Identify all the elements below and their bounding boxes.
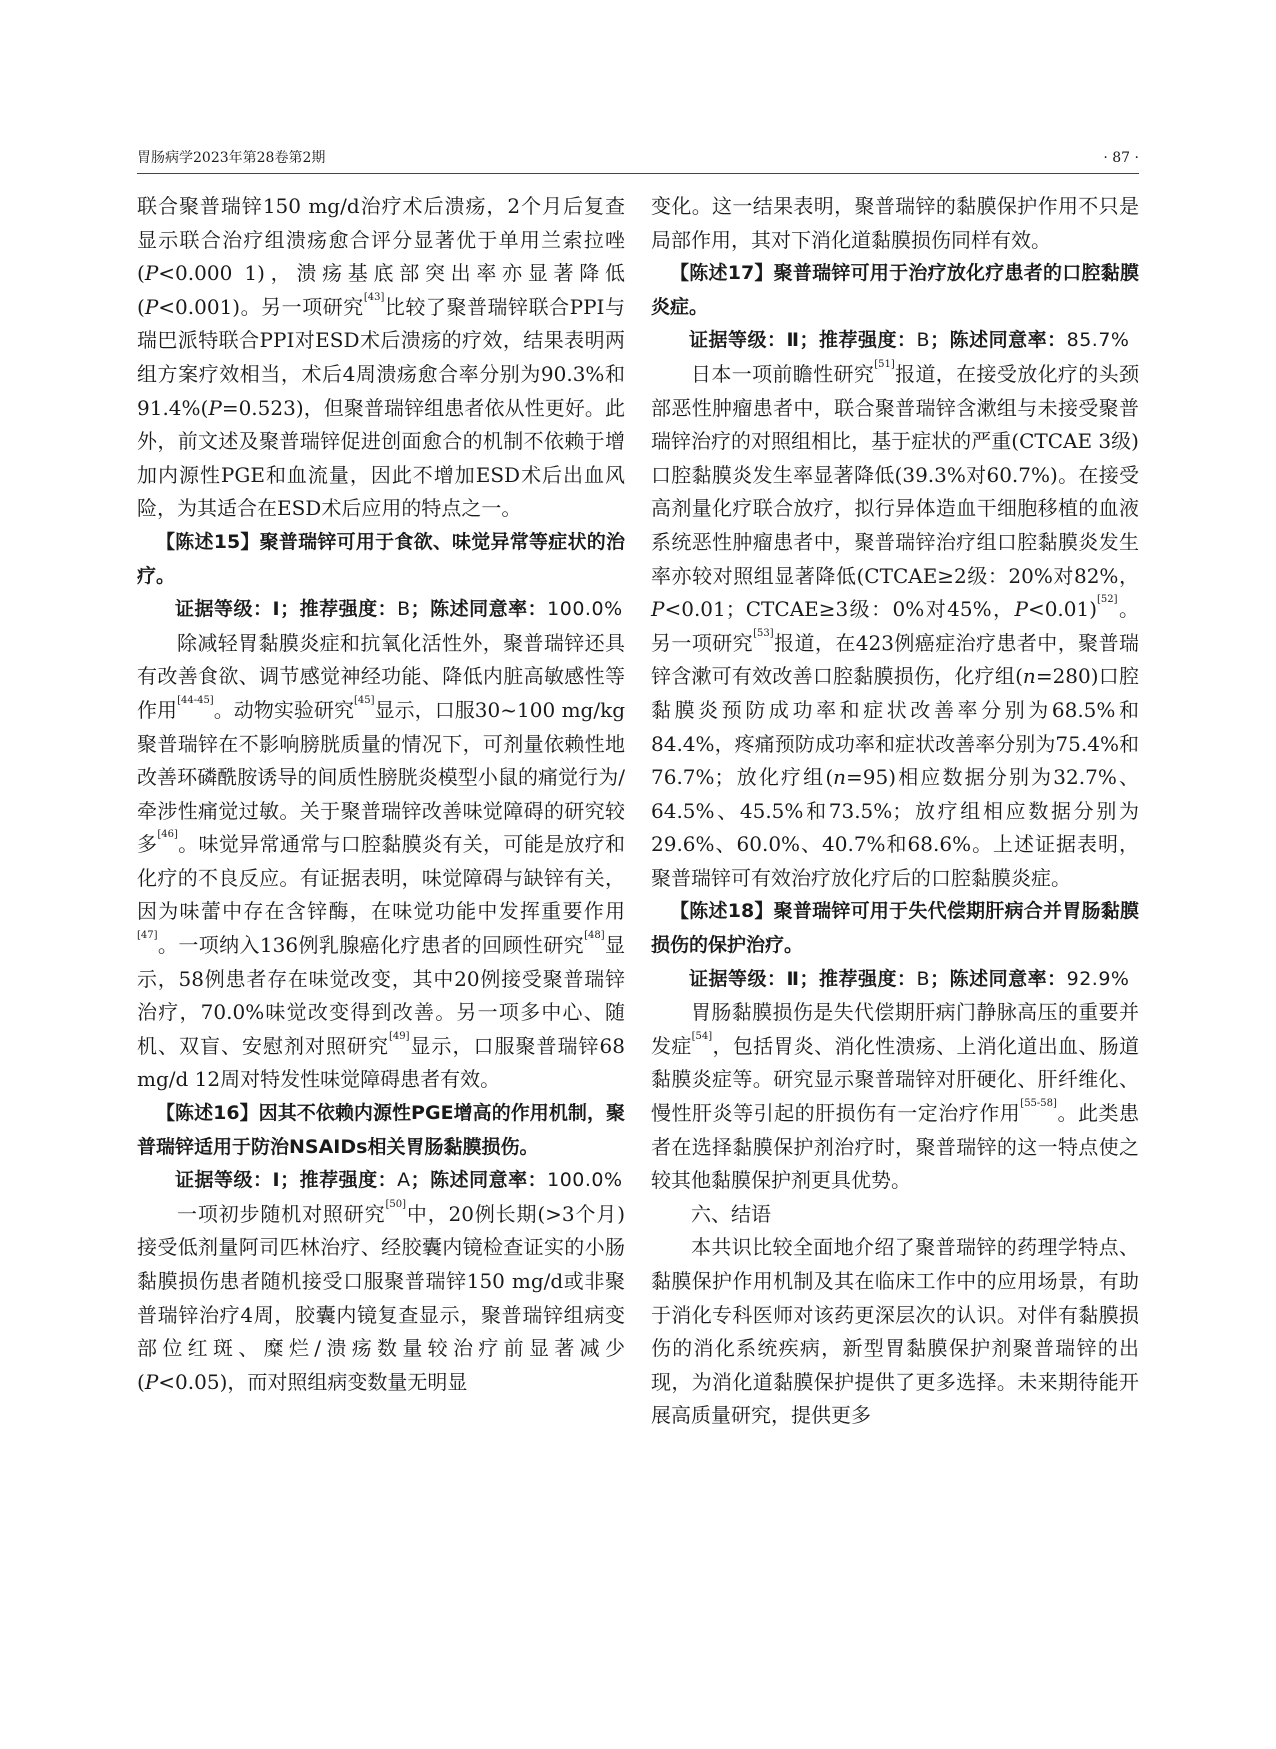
left-column bbox=[137, 190, 625, 1399]
section-heading: 六、结语 bbox=[691, 1201, 771, 1226]
evidence-line-15: 证据等级：Ⅰ；推荐强度：B；陈述同意率：100.0% bbox=[175, 598, 623, 621]
citation: [46] bbox=[157, 829, 178, 841]
paragraph: 联合聚普瑞锌150 mg/d治疗术后溃疡，2个月后复查显示联合治疗组溃疡愈合评分显著优于单用兰索拉唑(P<0.000 1)，溃疡基底部突出率亦显著降低(P<0.001)。另一项研究[43]比较了聚普瑞锌联合PPI与瑞巴派特联合PPI对ESD术后溃疡的疗效，结果表明两组方案疗效相当，术后4周溃疡愈合率分别为90.3%和91.4%(P=0.523)，但聚普瑞锌组患者依从性更好。此外，前文述及聚普瑞锌促进创面愈合的机制不依赖于增加内源性PGE和血流量，因此不增加ESD术后出血风险，为其适合在ESD术后应用的特点之一。 bbox=[137, 194, 625, 521]
citation: [45] bbox=[354, 694, 375, 706]
citation: [54] bbox=[691, 1030, 713, 1042]
citation: [50] bbox=[385, 1198, 406, 1210]
page-number: · 87 · bbox=[1103, 150, 1139, 166]
paragraph: 一项初步随机对照研究[50]中，20例长期(>3个月)接受低剂量阿司匹林治疗、经胶囊内镜检查证实的小肠黏膜损伤患者随机接受口服聚普瑞锌150 mg/d或非聚普瑞锌治疗4周，胶囊内镜复查显示，聚普瑞锌组病变部位红斑、糜烂/溃疡数量较治疗前显著减少(P<0.05)，而对照组病变数量无明显 bbox=[137, 1198, 625, 1394]
evidence-line-16: 证据等级：Ⅰ；推荐强度：A；陈述同意率：100.0% bbox=[175, 1169, 623, 1192]
citation: [53] bbox=[753, 627, 774, 639]
evidence-line-18: 证据等级：Ⅱ；推荐强度：B；陈述同意率：92.9% bbox=[689, 967, 1130, 990]
paragraph: 除减轻胃黏膜炎症和抗氧化活性外，聚普瑞锌还具有改善食欲、调节感觉神经功能、降低内脏高敏感性等作用[44-45]。动物实验研究[45]显示，口服30~100 mg/kg聚普瑞锌在不影响膀胱质量的情况下，可剂量依赖性地改善环磷酰胺诱导的间质性膀胱炎模型小鼠的痛觉行为/牵涉性痛觉过敏。关于聚普瑞锌改善味觉障碍的研究较多[46]。味觉异常通常与口腔黏膜炎有关，可能是放疗和化疗的不良反应。有证据表明，味觉障碍与缺锌有关，因为味蕾中存在含锌酶，在味觉功能中发挥重要作用[47]。一项纳入136例乳腺癌化疗患者的回顾性研究[48]显示，58例患者存在味觉改变，其中20例接受聚普瑞锌治疗，70.0%味觉改变得到改善。另一项多中心、随机、双盲、安慰剂对照研究[49]显示，口服聚普瑞锌68 mg/d 12周对特发性味觉障碍患者有效。 bbox=[137, 630, 626, 1092]
citation: [52] bbox=[1097, 594, 1118, 606]
statement-16: 【陈述16】因其不依赖内源性PGE增高的作用机制，聚普瑞锌适用于防治NSAIDs相关胃肠黏膜损伤。 bbox=[137, 1102, 625, 1158]
citation: [55-58] bbox=[1020, 1098, 1057, 1110]
statement-17: 【陈述17】聚普瑞锌可用于治疗放化疗患者的口腔黏膜炎症。 bbox=[651, 262, 1139, 318]
evidence-line-17: 证据等级：Ⅱ；推荐强度：B；陈述同意率：85.7% bbox=[689, 329, 1130, 352]
paragraph: 胃肠黏膜损伤是失代偿期肝病门静脉高压的重要并发症[54]，包括胃炎、消化性溃疡、上消化道出血、肠道黏膜炎症等。研究显示聚普瑞锌对肝硬化、肝纤维化、慢性肝炎等引起的肝损伤有一定治疗作用[55-58]。此类患者在选择黏膜保护剂治疗时，聚普瑞锌的这一特点使之较其他黏膜保护剂更具优势。 bbox=[651, 1000, 1140, 1193]
citation: [47] bbox=[137, 930, 158, 942]
right-column bbox=[651, 190, 1139, 1433]
citation: [49] bbox=[389, 1030, 410, 1042]
paragraph: 本共识比较全面地介绍了聚普瑞锌的药理学特点、黏膜保护作用机制及其在临床工作中的应用场景，有助于消化专科医师对该药更深层次的认识。对伴有黏膜损伤的消化系统疾病，新型胃黏膜保护剂聚普瑞锌的出现，为消化道黏膜保护提供了更多选择。未来期待能开展高质量研究，提供更多 bbox=[651, 1235, 1139, 1428]
citation: [43] bbox=[363, 291, 385, 303]
statement-18: 【陈述18】聚普瑞锌可用于失代偿期肝病合并胃肠黏膜损伤的保护治疗。 bbox=[651, 900, 1139, 957]
paragraph: 变化。这一结果表明，聚普瑞锌的黏膜保护作用不只是局部作用，其对下消化道黏膜损伤同样有效。 bbox=[651, 194, 1139, 252]
citation: [51] bbox=[874, 358, 895, 370]
paragraph: 日本一项前瞻性研究[51]报道，在接受放化疗的头颈部恶性肿瘤患者中，联合聚普瑞锌含漱组与未接受聚普瑞锌治疗的对照组相比，基于症状的严重(CTCAE 3级)口腔黏膜炎发生率显著降低(39.3%对60.7%)。在接受高剂量化疗联合放疗，拟行异体造血干细胞移植的血液系统恶性肿瘤患者中，聚普瑞锌治疗组口腔黏膜炎发生率亦较对照组显著降低(CTCAE≥2级：20%对82%，P<0.01；CTCAE≥3级：0%对45%，P<0.01)[52]。另一项研究[53]报道，在423例癌症治疗患者中，聚普瑞锌含漱可有效改善口腔黏膜损伤，化疗组(n=280)口腔黏膜炎预防成功率和症状改善率分别为68.5%和84.4%，疼痛预防成功率和症状改善率分别为75.4%和76.7%；放化疗组(n=95)相应数据分别为32.7%、64.5%、45.5%和73.5%；放疗组相应数据分别为29.6%、60.0%、40.7%和68.6%。上述证据表明，聚普瑞锌可有效治疗放化疗后的口腔黏膜炎症。 bbox=[651, 358, 1140, 890]
citation: [48] bbox=[584, 930, 605, 942]
citation: [44-45] bbox=[177, 694, 214, 706]
running-header bbox=[137, 149, 1139, 174]
journal-issue: 胃肠病学2023年第28卷第2期 bbox=[137, 150, 326, 166]
statement-15: 【陈述15】聚普瑞锌可用于食欲、味觉异常等症状的治疗。 bbox=[137, 530, 625, 587]
